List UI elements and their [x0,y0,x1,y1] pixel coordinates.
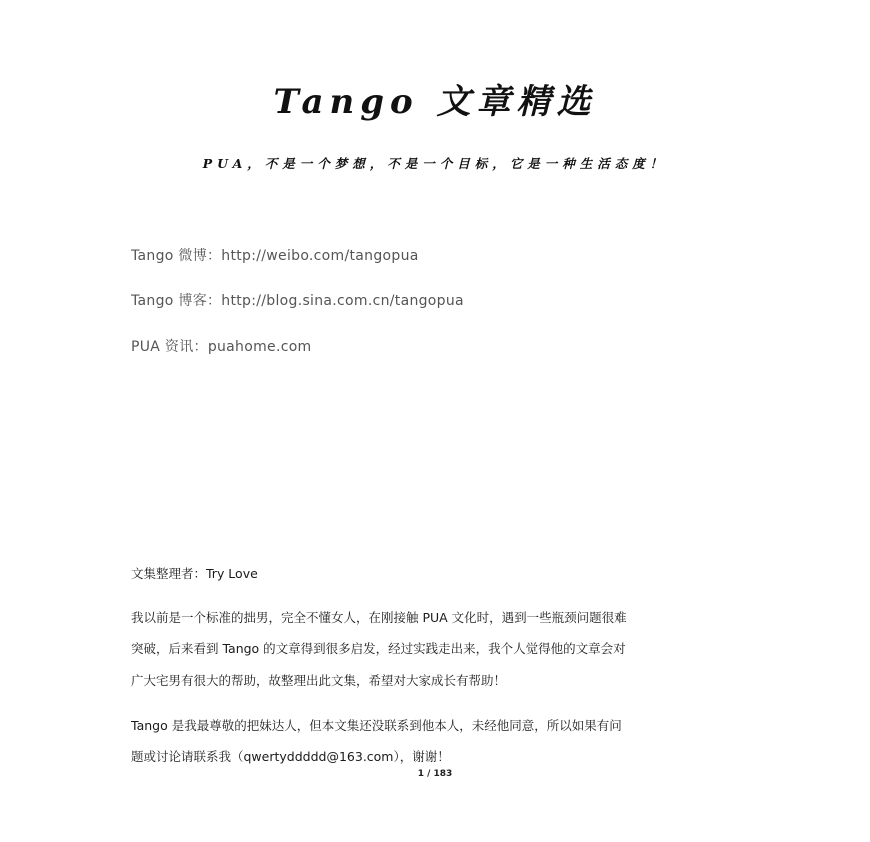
document-subtitle: PUA，不是一个梦想，不是一个目标，它是一种生活态度！ [202,156,668,171]
weibo-link-line: Tango 微博：http://weibo.com/tangopua [131,248,419,264]
paragraph-line: 广大宅男有很大的帮助，故整理出此文集，希望对大家成长有帮助！ [131,673,507,688]
page-number: 1 / 183 [417,769,453,779]
compiler-line: 文集整理者：Try Love [131,566,258,581]
document-title: Tango 文章精选 [273,82,597,122]
puahome-link-line: PUA 资讯：puahome.com [131,339,312,355]
paragraph-line: 我以前是一个标准的拙男，完全不懂女人，在刚接触 PUA 文化时，遇到一些瓶颈问题很难 [131,610,627,625]
paragraph-line: 突破，后来看到 Tango 的文章得到很多启发，经过实践走出来，我个人觉得他的文章会对 [131,641,626,656]
blog-link-line: Tango 博客：http://blog.sina.com.cn/tangopua [131,293,464,309]
paragraph-line: Tango 是我最尊敬的把妹达人，但本文集还没联系到他本人，未经他同意，所以如果有问 [131,718,622,733]
paragraph-line: 题或讨论请联系我（qwertyddddd@163.com），谢谢！ [131,749,450,764]
